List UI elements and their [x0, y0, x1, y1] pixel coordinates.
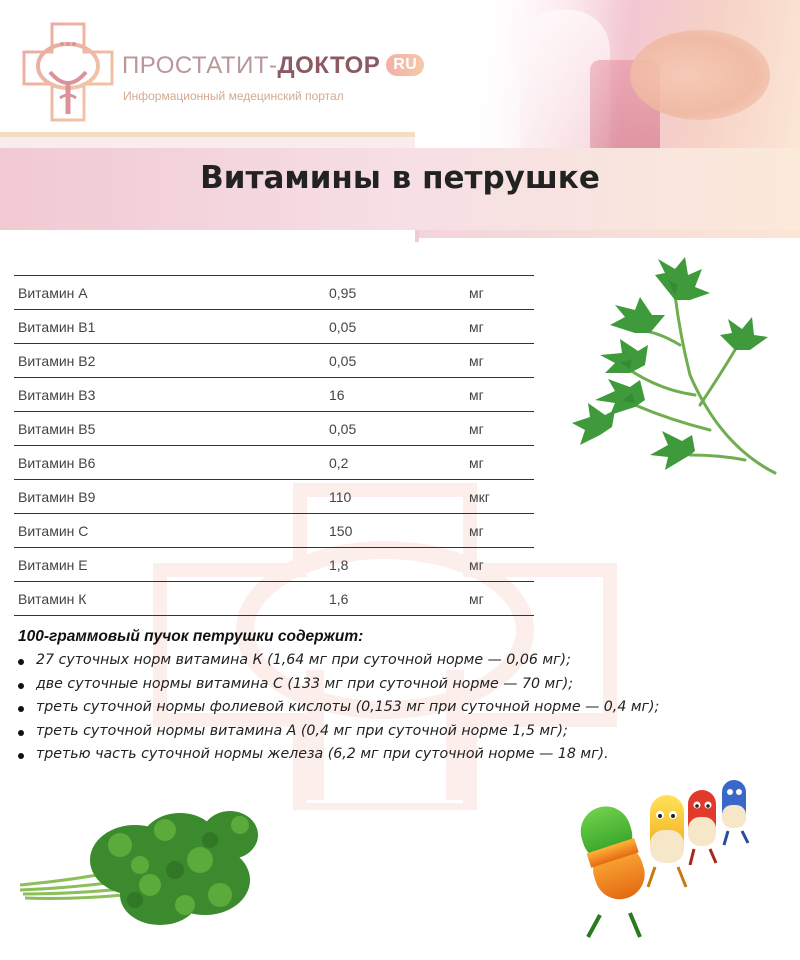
vitamin-amount: 0,05 — [326, 310, 469, 344]
vitamin-unit: мг — [469, 548, 534, 582]
parsley-bunch-image — [15, 790, 265, 940]
bullet-icon — [18, 683, 24, 689]
decor-line — [415, 230, 800, 238]
logo-title[interactable] — [122, 52, 424, 80]
logo-title-part2: ДОКТОР — [277, 52, 381, 79]
bullet-icon — [18, 730, 24, 736]
vitamin-name: Витамин В1 — [14, 310, 326, 344]
vitamin-unit: мг — [469, 344, 534, 378]
table-row — [14, 446, 534, 480]
vitamin-name: Витамин С — [14, 514, 326, 548]
decor-line — [0, 132, 415, 137]
list-item — [18, 676, 659, 700]
list-item — [18, 652, 659, 676]
table-row — [14, 344, 534, 378]
vitamin-amount: 0,05 — [326, 344, 469, 378]
table-row — [14, 412, 534, 446]
site-header — [0, 0, 800, 148]
table-row — [14, 582, 534, 616]
vitamin-name: Витамин В3 — [14, 378, 326, 412]
page-title: Витамины в петрушке — [200, 160, 600, 196]
list-item-text: две суточные нормы витамина С (133 мг при суточной норме — 70 мг); — [36, 675, 574, 692]
content-heading: 100-граммовый пучок петрушки содержит: — [18, 628, 364, 645]
list-item-text: третью часть суточной нормы железа (6,2 мг при суточной норме — 18 мг). — [36, 746, 609, 762]
table-row — [14, 480, 534, 514]
logo-subtitle: Информационный медецинский портал — [123, 89, 344, 103]
bullet-icon — [18, 706, 24, 712]
vitamin-name: Витамин А — [14, 276, 326, 310]
vitamin-amount: 0,05 — [326, 412, 469, 446]
list-item — [18, 746, 659, 770]
table-row — [14, 310, 534, 344]
vitamin-table — [14, 275, 534, 616]
vitamin-unit: мг — [469, 276, 534, 310]
vitamin-unit: мг — [469, 446, 534, 480]
vitamin-pills-image — [560, 775, 790, 945]
list-item-text: треть суточной нормы витамина А (0,4 мг при суточной норме 1,5 мг); — [36, 722, 568, 739]
bullet-icon — [18, 659, 24, 665]
table-row — [14, 378, 534, 412]
vitamin-name: Витамин В9 — [14, 480, 326, 514]
logo-icon[interactable] — [22, 22, 114, 122]
vitamin-amount: 1,8 — [326, 548, 469, 582]
vitamin-unit: мг — [469, 378, 534, 412]
vitamin-amount: 1,6 — [326, 582, 469, 616]
parsley-sprig-image — [570, 255, 785, 505]
vitamin-amount: 0,95 — [326, 276, 469, 310]
vitamin-amount: 110 — [326, 480, 469, 514]
list-item-text: 27 суточных норм витамина К (1,64 мг при суточной норме — 0,06 мг); — [36, 652, 571, 668]
decor-line — [0, 137, 415, 148]
vitamin-amount: 0,2 — [326, 446, 469, 480]
vitamin-name: Витамин К — [14, 582, 326, 616]
logo-title-part1: ПРОСТАТИТ- — [122, 52, 278, 79]
vitamin-name: Витамин В5 — [14, 412, 326, 446]
vitamin-unit: мг — [469, 310, 534, 344]
decor-line — [415, 230, 419, 242]
table-row — [14, 514, 534, 548]
bullet-icon — [18, 753, 24, 759]
table-row — [14, 548, 534, 582]
logo-badge: RU — [386, 54, 424, 76]
vitamin-unit: мг — [469, 582, 534, 616]
facts-list — [18, 652, 659, 770]
vitamin-name: Витамин В6 — [14, 446, 326, 480]
vitamin-amount: 150 — [326, 514, 469, 548]
vitamin-amount: 16 — [326, 378, 469, 412]
vitamin-unit: мг — [469, 514, 534, 548]
vitamin-name: Витамин В2 — [14, 344, 326, 378]
list-item-text: треть суточной нормы фолиевой кислоты (0,153 мг при суточной норме — 0,4 мг); — [36, 699, 660, 715]
vitamin-unit: мг — [469, 412, 534, 446]
list-item — [18, 723, 659, 747]
table-row — [14, 276, 534, 310]
vitamin-unit: мкг — [469, 480, 534, 514]
list-item — [18, 699, 659, 723]
vitamin-name: Витамин Е — [14, 548, 326, 582]
